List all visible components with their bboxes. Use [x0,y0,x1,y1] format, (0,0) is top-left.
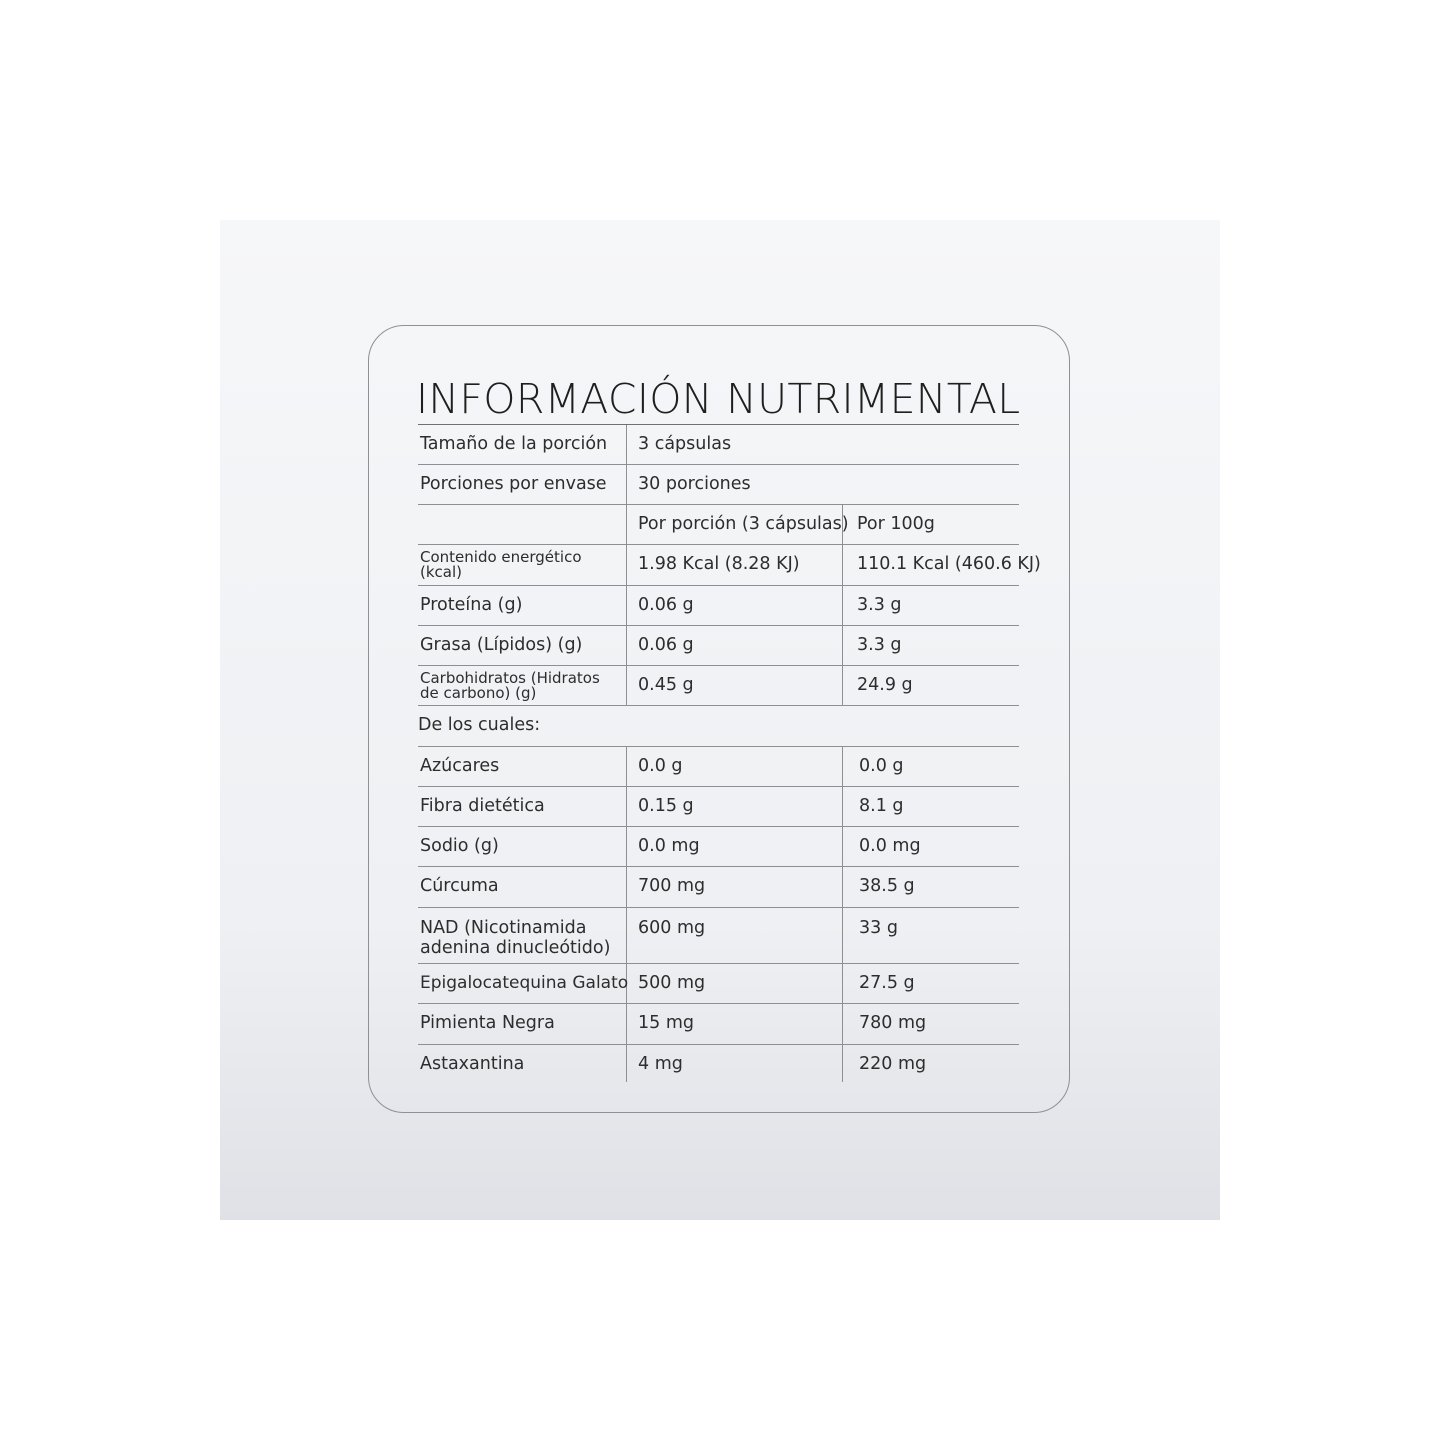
table-divider [418,746,1019,747]
sub-row-name: Cúrcuma [420,876,499,897]
column-divider [842,746,843,1082]
servings-per-container-label: Porciones por envase [420,473,607,494]
row-name: Proteína (g) [420,594,523,615]
sub-row-name: Sodio (g) [420,835,499,856]
row-per-serving: 0.45 g [638,674,694,695]
column-divider [626,425,627,705]
sub-row-name: Astaxantina [420,1053,525,1074]
sub-row-per-100g: 0.0 mg [859,835,921,856]
row-per-100g: 3.3 g [857,594,902,615]
sub-row-name: Epigalocatequina Galato [420,973,629,993]
table-divider [418,866,1019,867]
sub-row-per-100g: 0.0 g [859,755,904,776]
sub-row-per-serving: 0.0 g [638,755,683,776]
servings-per-container-value: 30 porciones [638,473,751,494]
sub-row-per-serving: 0.15 g [638,795,694,816]
sub-row-per-100g: 27.5 g [859,972,915,993]
per-100g-header: Por 100g [857,513,935,534]
serving-size-label: Tamaño de la porción [420,433,608,454]
row-per-100g: 110.1 Kcal (460.6 KJ) [857,554,1041,575]
sub-row-per-serving: 15 mg [638,1013,694,1034]
row-per-serving: 1.98 Kcal (8.28 KJ) [638,554,800,575]
sub-row-per-serving: 600 mg [638,918,706,938]
column-divider [626,746,627,1082]
per-serving-header: Por porción (3 cápsulas) [638,513,849,534]
sub-row-per-100g: 33 g [859,918,898,938]
row-per-100g: 24.9 g [857,674,913,695]
row-per-100g: 3.3 g [857,634,902,655]
sub-row-per-serving: 500 mg [638,972,706,993]
serving-size-value: 3 cápsulas [638,433,732,454]
sub-row-per-100g: 780 mg [859,1013,927,1034]
sub-row-per-100g: 220 mg [859,1053,927,1074]
table-divider [418,826,1019,827]
sub-row-name: Fibra dietética [420,795,545,816]
sub-row-per-serving: 700 mg [638,876,706,897]
row-per-serving: 0.06 g [638,594,694,615]
sub-row-per-serving: 0.0 mg [638,835,700,856]
row-name: Grasa (Lípidos) (g) [420,634,583,655]
row-name: Contenido energético (kcal) [420,548,582,581]
sub-row-name: Pimienta Negra [420,1013,555,1034]
sub-row-per-100g: 8.1 g [859,795,904,816]
row-name: Carbohidratos (Hidratos de carbono) (g) [420,668,600,702]
row-per-serving: 0.06 g [638,634,694,655]
sub-row-name: Azúcares [420,755,500,776]
sub-row-per-100g: 38.5 g [859,876,915,897]
of-which-label: De los cuales: [418,715,541,736]
sub-row-name: NAD (Nicotinamida adenina dinucleótido) [420,918,611,958]
nutrition-title: INFORMACIÓN NUTRIMENTAL [416,375,1021,423]
sub-row-per-serving: 4 mg [638,1053,683,1074]
